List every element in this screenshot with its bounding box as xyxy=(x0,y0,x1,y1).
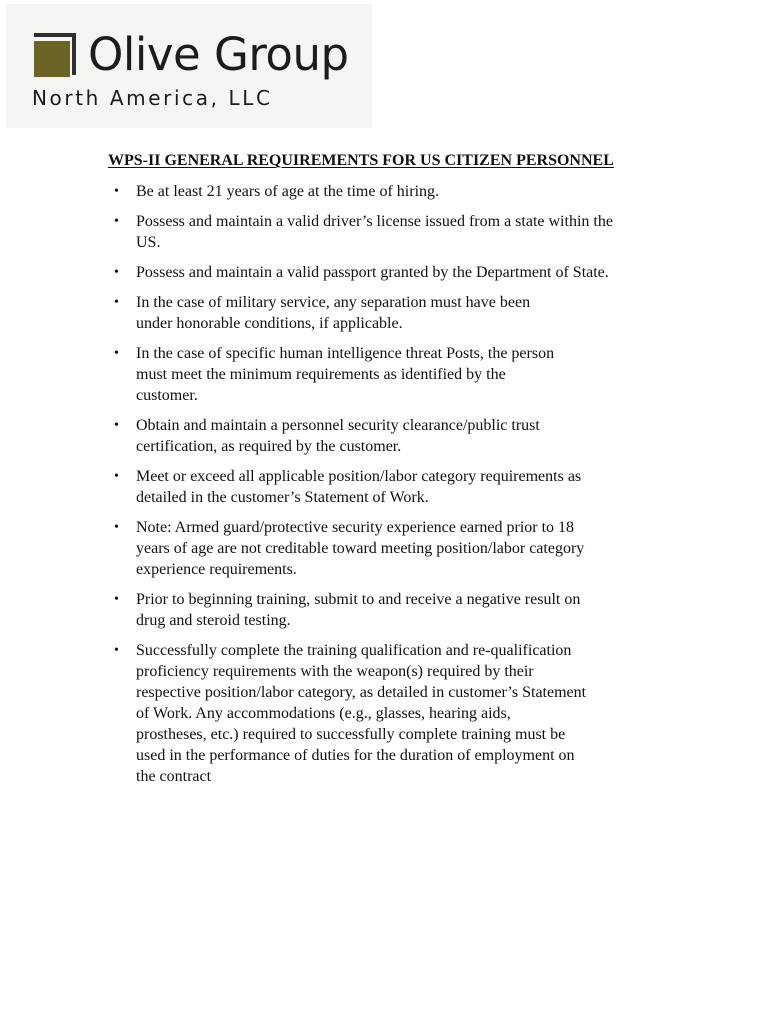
requirement-text-line: Possess and maintain a valid driver’s license issued from a state within the xyxy=(136,213,613,230)
bullet-icon: • xyxy=(114,520,119,535)
requirement-text-line: In the case of specific human intelligence threat Posts, the person xyxy=(136,345,555,362)
requirement-text-line: used in the performance of duties for the duration of employment on xyxy=(136,747,575,764)
requirement-text-line: Meet or exceed all applicable position/labor category requirements as xyxy=(136,468,582,485)
requirement-text-line: the contract xyxy=(136,768,212,785)
requirement-text-line: respective position/labor category, as detailed in customer’s Statement xyxy=(136,684,587,701)
requirement-text-line: Be at least 21 years of age at the time of hiring. xyxy=(136,183,440,200)
requirement-item xyxy=(108,589,668,631)
requirement-text-line: Prior to beginning training, submit to and receive a negative result on xyxy=(136,591,581,608)
bullet-icon: • xyxy=(114,469,119,484)
bullet-icon: • xyxy=(114,418,119,433)
requirement-item xyxy=(108,517,668,580)
requirement-text-line: must meet the minimum requirements as identified by the xyxy=(136,366,506,383)
logo-company-subtitle: North America, LLC xyxy=(32,86,273,110)
requirement-text-line: Possess and maintain a valid passport granted by the Department of State. xyxy=(136,264,609,281)
requirement-item xyxy=(108,343,668,406)
requirement-text-line: detailed in the customer’s Statement of Work. xyxy=(136,489,429,506)
requirement-item xyxy=(108,466,668,508)
requirement-text-line: under honorable conditions, if applicable. xyxy=(136,315,403,332)
requirement-text-line: prostheses, etc.) required to successfully complete training must be xyxy=(136,726,566,743)
requirement-text-line: Obtain and maintain a personnel security clearance/public trust xyxy=(136,417,540,434)
company-logo xyxy=(6,4,372,128)
requirement-text-line: customer. xyxy=(136,387,198,404)
olive-group-logo-mark-icon xyxy=(34,33,78,77)
requirement-item xyxy=(108,262,668,283)
bullet-icon: • xyxy=(114,295,119,310)
requirement-text-line: Note: Armed guard/protective security experience earned prior to 18 xyxy=(136,519,575,536)
requirement-text-line: drug and steroid testing. xyxy=(136,612,291,629)
requirement-text-line: certification, as required by the customer. xyxy=(136,438,402,455)
requirements-list xyxy=(108,181,668,796)
document-title: WPS-II GENERAL REQUIREMENTS FOR US CITIZEN PERSONNEL xyxy=(108,152,614,169)
requirement-text-line: proficiency requirements with the weapon(s) required by their xyxy=(136,663,534,680)
logo-company-name: Olive Group xyxy=(88,28,349,81)
requirement-item xyxy=(108,181,668,202)
bullet-icon: • xyxy=(114,346,119,361)
requirement-text-line: Successfully complete the training qualification and re-qualification xyxy=(136,642,572,659)
bullet-icon: • xyxy=(114,592,119,607)
requirement-item xyxy=(108,292,668,334)
bullet-icon: • xyxy=(114,643,119,658)
bullet-icon: • xyxy=(114,214,119,229)
logo-square xyxy=(34,41,70,77)
requirement-text-line: of Work. Any accommodations (e.g., glasses, hearing aids, xyxy=(136,705,511,722)
requirement-text-line: years of age are not creditable toward meeting position/labor category xyxy=(136,540,585,557)
bullet-icon: • xyxy=(114,265,119,280)
requirement-item xyxy=(108,415,668,457)
requirement-text-line: US. xyxy=(136,234,161,251)
requirement-text-line: In the case of military service, any separation must have been xyxy=(136,294,531,311)
requirement-item xyxy=(108,211,668,253)
requirement-text-line: experience requirements. xyxy=(136,561,297,578)
bullet-icon: • xyxy=(114,184,119,199)
requirement-item xyxy=(108,640,668,787)
